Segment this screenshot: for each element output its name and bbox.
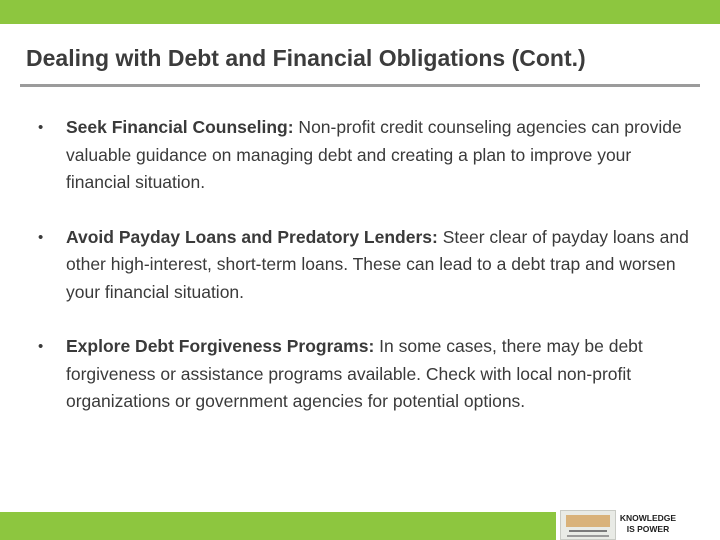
bullet-text: Steer clear of payday loans and other high-interest, short-term loans. These can lead to a debt trap and worsen your financial situation. [66, 226, 689, 302]
title-underline [20, 84, 700, 87]
tagline-line-1: KNOWLEDGE [619, 513, 677, 523]
tagline-line-2: IS POWER [626, 524, 670, 534]
bullet-dot-icon: • [38, 338, 44, 355]
bullet-heading: Seek Financial Counseling: [66, 117, 294, 137]
bottom-accent-bar [0, 512, 556, 540]
bullet-text: Non-profit credit counseling agencies can provide valuable guidance on managing debt and creating a plan to improve your financial situation. [66, 117, 682, 192]
bullet-list [38, 114, 698, 443]
bullet-item-payday-loans [38, 224, 698, 307]
brand-logo [560, 510, 616, 540]
slide-title: Dealing with Debt and Financial Obligations (Cont.) [26, 45, 586, 71]
footer-tagline [618, 513, 678, 535]
bullet-heading: Explore Debt Forgiveness Programs: [66, 336, 375, 356]
top-accent-bar [0, 0, 720, 24]
bullet-item-counseling [38, 114, 698, 197]
bullet-dot-icon: • [38, 228, 44, 246]
bullet-text: In some cases, there may be debt forgiveness or assistance programs available. Check with local non-profit organizations or government agencies for potential options. [66, 336, 643, 411]
bullet-heading: Avoid Payday Loans and Predatory Lenders: [66, 226, 438, 247]
logo-slogan-line [567, 535, 609, 537]
logo-mark-icon [566, 515, 610, 527]
logo-wordmark-line [569, 530, 607, 532]
bullet-dot-icon: • [38, 119, 44, 136]
bullet-item-debt-forgiveness [38, 333, 698, 416]
